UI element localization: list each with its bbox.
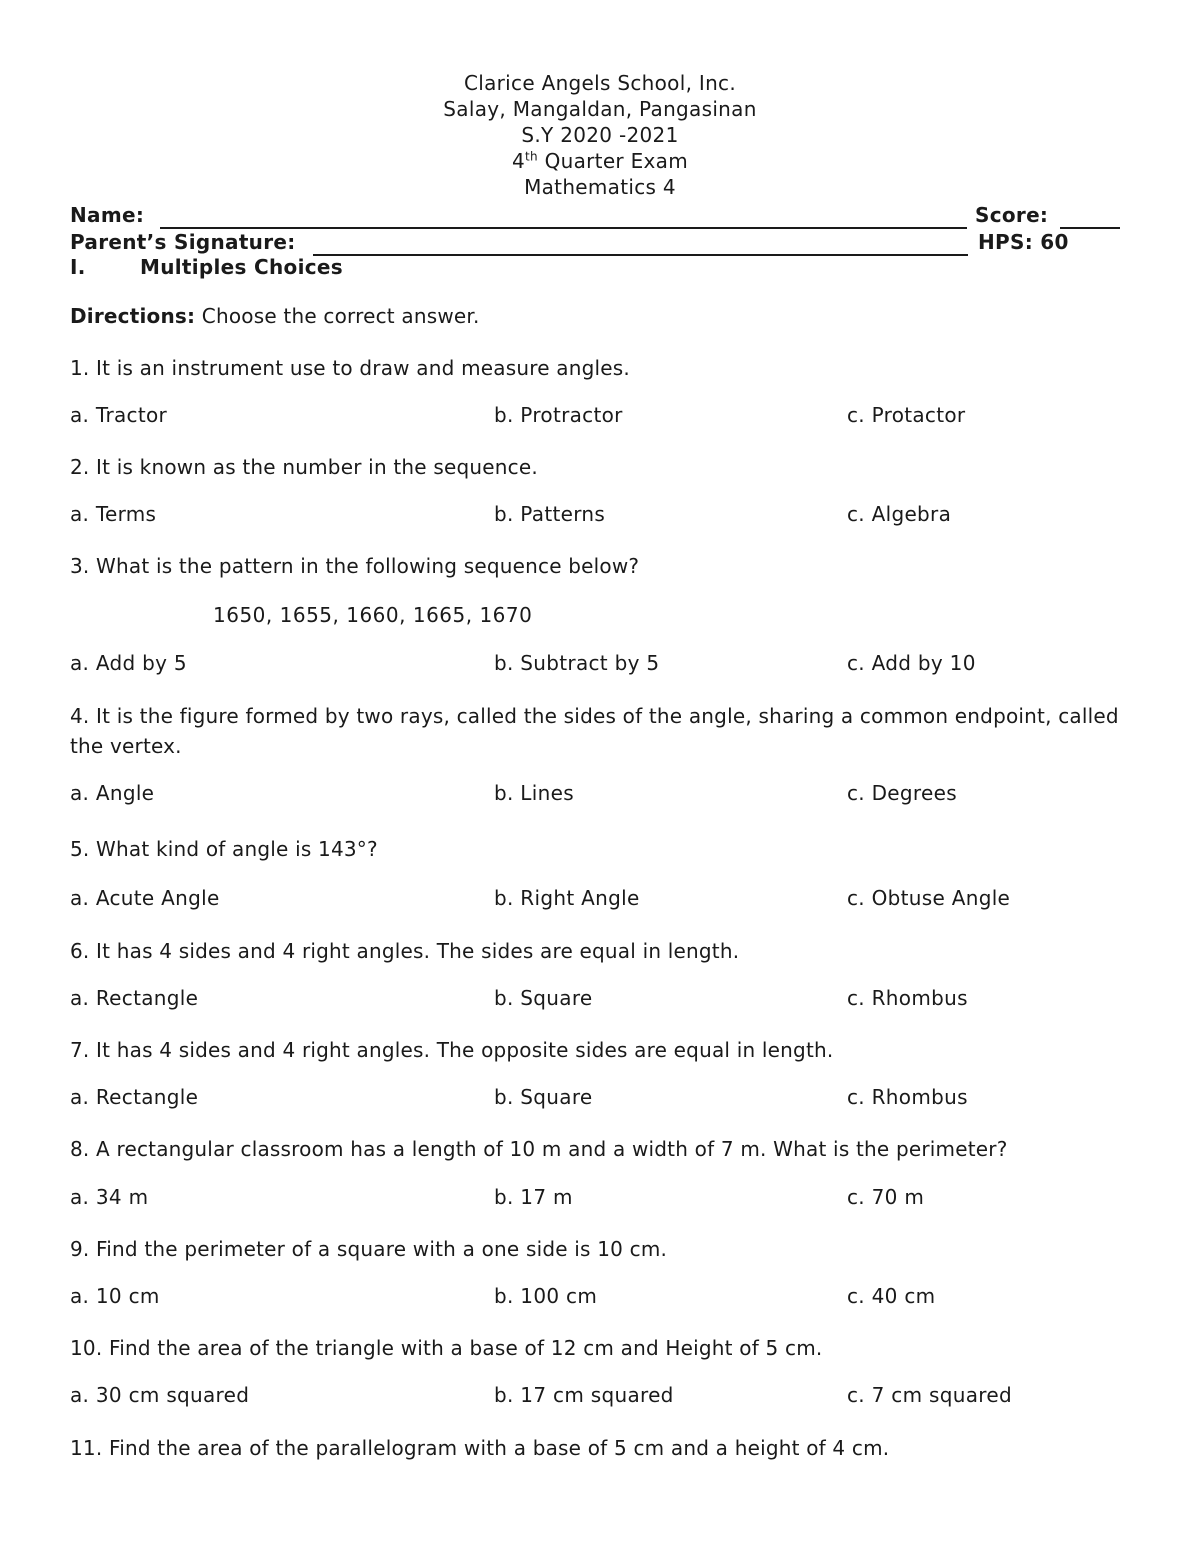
option-7b[interactable]: b. Square [494,1085,593,1109]
number-sequence: 1650, 1655, 1660, 1665, 1670 [213,603,533,627]
option-9c[interactable]: c. 40 cm [847,1284,936,1308]
school-name: Clarice Angels School, Inc. [463,71,737,95]
school-address: Salay, Mangaldan, Pangasinan [443,97,757,121]
option-7a[interactable]: a. Rectangle [70,1085,199,1109]
option-6a[interactable]: a. Rectangle [70,986,199,1010]
exam-ordinal: th [525,149,538,164]
question-3: 3. What is the pattern in the following sequence below? [70,554,640,578]
section-heading [70,255,343,279]
exam-title-rest: Quarter Exam [537,149,689,173]
question-5: 5. What kind of angle is 143°? [70,837,378,861]
question-8: 8. A rectangular classroom has a length of 10 m and a width of 7 m. What is the perimeter? [70,1137,1008,1161]
options-4 [70,781,1130,811]
question-7: 7. It has 4 sides and 4 right angles. The opposite sides are equal in length. [70,1038,834,1062]
option-4c[interactable]: c. Degrees [847,781,957,805]
school-year: S.Y 2020 -2021 [521,123,679,147]
option-1a[interactable]: a. Tractor [70,403,168,427]
question-1: 1. It is an instrument use to draw and measure angles. [70,356,630,380]
subject-title: Mathematics 4 [524,175,676,199]
name-label: Name: [70,203,145,227]
option-3c[interactable]: c. Add by 10 [847,651,976,675]
options-2 [70,502,1130,532]
option-2b[interactable]: b. Patterns [494,502,606,526]
signature-field-line[interactable] [313,254,968,256]
directions-label: Directions: [70,304,196,328]
options-3 [70,651,1130,681]
option-7c[interactable]: c. Rhombus [847,1085,968,1109]
section-title: Multiples Choices [140,255,343,279]
exam-number: 4 [511,149,525,173]
option-4b[interactable]: b. Lines [494,781,574,805]
option-5c[interactable]: c. Obtuse Angle [847,886,1011,910]
question-2: 2. It is known as the number in the sequence. [70,455,538,479]
options-7 [70,1085,1130,1115]
question-11: 11. Find the area of the parallelogram with a base of 5 cm and a height of 4 cm. [70,1436,890,1460]
section-number: I. [70,255,86,279]
option-3a[interactable]: a. Add by 5 [70,651,187,675]
question-9: 9. Find the perimeter of a square with a one side is 10 cm. [70,1237,668,1261]
option-9a[interactable]: a. 10 cm [70,1284,160,1308]
option-1c[interactable]: c. Protactor [847,403,966,427]
option-2a[interactable]: a. Terms [70,502,157,526]
exam-header [0,70,1200,200]
options-9 [70,1284,1130,1314]
question-10: 10. Find the area of the triangle with a base of 12 cm and Height of 5 cm. [70,1336,823,1360]
option-10b[interactable]: b. 17 cm squared [494,1383,674,1407]
option-8a[interactable]: a. 34 m [70,1185,149,1209]
hps-label: HPS: 60 [978,230,1069,254]
score-field-line[interactable] [1060,227,1120,229]
options-6 [70,986,1130,1016]
signature-label: Parent’s Signature: [70,230,296,254]
options-8 [70,1185,1130,1215]
option-2c[interactable]: c. Algebra [847,502,952,526]
option-5b[interactable]: b. Right Angle [494,886,640,910]
option-6b[interactable]: b. Square [494,986,593,1010]
option-3b[interactable]: b. Subtract by 5 [494,651,660,675]
option-8b[interactable]: b. 17 m [494,1185,573,1209]
options-5 [70,886,1130,916]
name-field-line[interactable] [160,227,967,229]
options-10 [70,1383,1130,1413]
option-9b[interactable]: b. 100 cm [494,1284,598,1308]
option-5a[interactable]: a. Acute Angle [70,886,220,910]
option-1b[interactable]: b. Protractor [494,403,623,427]
option-10c[interactable]: c. 7 cm squared [847,1383,1012,1407]
options-1 [70,403,1130,433]
directions-text: Choose the correct answer. [195,304,480,328]
option-6c[interactable]: c. Rhombus [847,986,968,1010]
question-6: 6. It has 4 sides and 4 right angles. The sides are equal in length. [70,939,740,963]
question-4: 4. It is the figure formed by two rays, called the sides of the angle, sharing a common endpoint, called the vertex. [70,704,1119,758]
directions [70,304,480,328]
option-10a[interactable]: a. 30 cm squared [70,1383,250,1407]
option-4a[interactable]: a. Angle [70,781,155,805]
option-8c[interactable]: c. 70 m [847,1185,925,1209]
score-label: Score: [975,203,1049,227]
exam-title [0,148,1200,174]
